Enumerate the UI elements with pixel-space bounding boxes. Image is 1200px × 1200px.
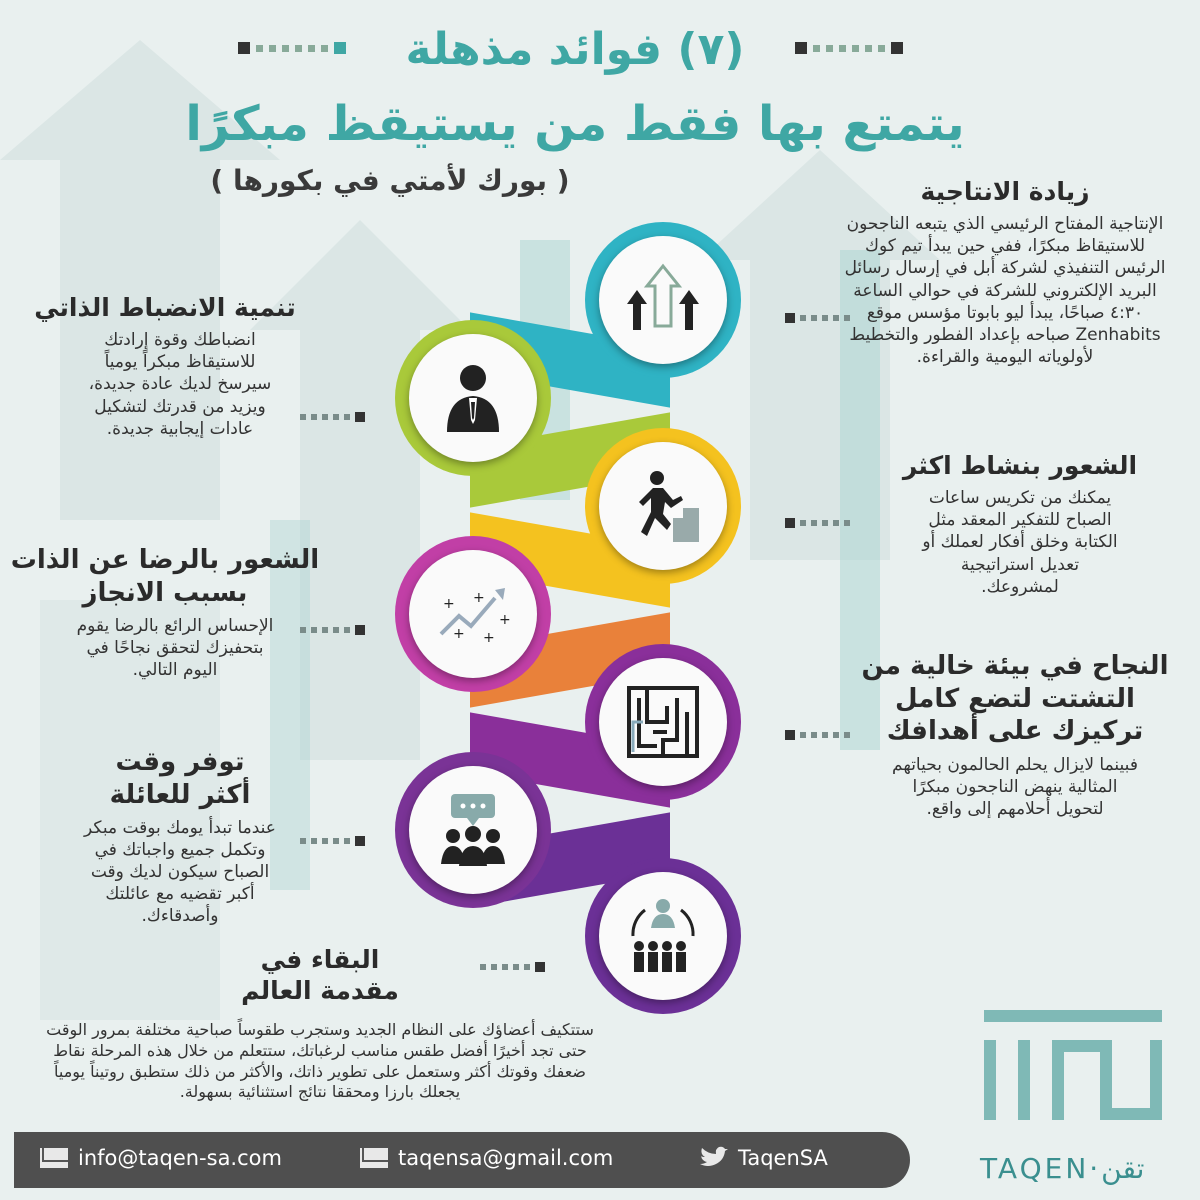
svg-text:+: + (443, 596, 455, 612)
taqen-logo (978, 1000, 1168, 1120)
leader-team-icon (623, 896, 703, 976)
svg-text:+: + (453, 626, 465, 642)
footer-twitter-text: TaqenSA (738, 1146, 828, 1170)
benefit-circle-6 (395, 752, 551, 908)
group-chat-icon (433, 790, 513, 870)
connector-5 (785, 730, 850, 740)
benefit-5-title: النجاح في بيئة خالية من التشتت لتضع كامل تركيزك على أهدافك (861, 651, 1169, 746)
footer-email-1-text: info@taqen-sa.com (78, 1146, 282, 1170)
connector-3 (785, 518, 850, 528)
benefit-4-text: الإحساس الرائع بالرضا يقوم بتحفيزك لتحقق نجاحًا في اليوم التالي. (76, 616, 274, 681)
benefit-circle-2 (395, 320, 551, 476)
footer-email-1[interactable] (40, 1146, 282, 1170)
benefit-circle-3 (585, 428, 741, 584)
benefit-circle-1 (585, 222, 741, 378)
benefit-2-title: تنمية الانضباط الذاتي (34, 293, 296, 322)
benefit-6 (60, 746, 300, 927)
benefit-6-text: عندما تبدأ يومك بوقت مبكر وتكمل جميع واجباتك في الصباح سيكون لديك وقت أكبر تقضيه مع عائلتك وأصدقاءك. (84, 818, 276, 927)
benefit-4-title: الشعور بالرضا عن الذات بسبب الانجاز (10, 545, 320, 608)
benefit-3 (880, 450, 1160, 598)
arrows-up-icon (623, 260, 703, 340)
mail-icon (40, 1148, 68, 1168)
benefit-circle-4 (395, 536, 551, 692)
benefit-3-title: الشعور بنشاط اكثر (902, 451, 1138, 480)
footer-twitter[interactable] (698, 1146, 828, 1170)
svg-text:+: + (473, 590, 485, 606)
title-line-1: (٧) فوائد مذهلة (405, 24, 745, 75)
connector-6 (300, 836, 365, 846)
benefit-7 (190, 944, 450, 1007)
svg-text:+: + (483, 630, 495, 646)
title-line-2: يتمتع بها فقط من يستيقظ مبكرًا (185, 96, 965, 152)
logo-wordmark: TAQEN·تقن (980, 1152, 1145, 1185)
benefit-6-title: توفر وقت أكثر للعائلة (109, 747, 251, 810)
maze-icon (623, 682, 703, 762)
growth-chart-icon (433, 574, 513, 654)
footer-email-2[interactable] (360, 1146, 613, 1170)
subtitle: ( بورك لأمتي في بكورها ) (210, 164, 570, 197)
benefit-7-title: البقاء في مقدمة العالم (241, 945, 399, 1006)
running-stairs-icon (623, 466, 703, 546)
twitter-icon (698, 1146, 728, 1170)
footer-bar (14, 1132, 910, 1188)
benefit-1-text: الإنتاجية المفتاح الرئيسي الذي يتبعه الناجحون للاستيقاظ مبكرًا، ففي حين يبدأ تيم كوك الرئيس التنفيذي لشركة أبل في إرسال رسائل البريد الإلكتروني للشركة في حوالي الساعة ٤:٣٠ صباحًا، يبدأ ليو بابوتا مؤسس موقع Zenhabits صباحه بإعداد الفطور والتخطيط لأولوياته اليومية والقراءة. (844, 214, 1166, 367)
benefit-2-text: انضباطك وقوة إرادتك للاستيقاظ مبكراً يومياً سيرسخ لديك عادة جديدة، ويزيد من قدرتك لتشكيل عادات إيجابية جديدة. (88, 330, 272, 439)
mail-icon (360, 1148, 388, 1168)
svg-text:+: + (499, 612, 511, 628)
benefit-1-title: زيادة الانتاجية (920, 177, 1090, 206)
benefit-circle-5 (585, 644, 741, 800)
benefit-7-text: ستتكيف أعضاؤك على النظام الجديد وستجرب طقوساً صباحية مختلفة بمرور الوقت حتى تجد أخيرًا أفضل طقس مناسب لرغباتك، ستتعلم من خلال هذه المرحلة نقاط ضعفك وقوتك أكثر وستعمل على تطوير ذاتك، والأكثر من ذلك ستطبق روتيناً يومياً يجعلك بارزا ومحققا نتائج استثنائية بسهولة. (46, 1020, 594, 1102)
footer-email-2-text: taqensa@gmail.com (398, 1146, 614, 1170)
benefit-2 (20, 292, 310, 440)
benefit-5 (850, 650, 1180, 820)
businessman-icon (433, 358, 513, 438)
benefit-circle-7 (585, 858, 741, 1014)
connector-7 (480, 962, 545, 972)
benefit-5-text: فبينما لايزال يحلم الحالمون بحياتهم المثالية ينهض الناجحون مبكرًا لتحويل أحلامهم إلى واقع. (892, 754, 1138, 819)
benefit-4 (10, 544, 320, 681)
benefit-3-text: يمكنك من تكريس ساعات الصباح للتفكير المعقد مثل الكتابة وخلق أفكار لعملك أو تعديل استراتيجية لمشروعك. (922, 488, 1118, 597)
benefit-1 (840, 176, 1170, 368)
